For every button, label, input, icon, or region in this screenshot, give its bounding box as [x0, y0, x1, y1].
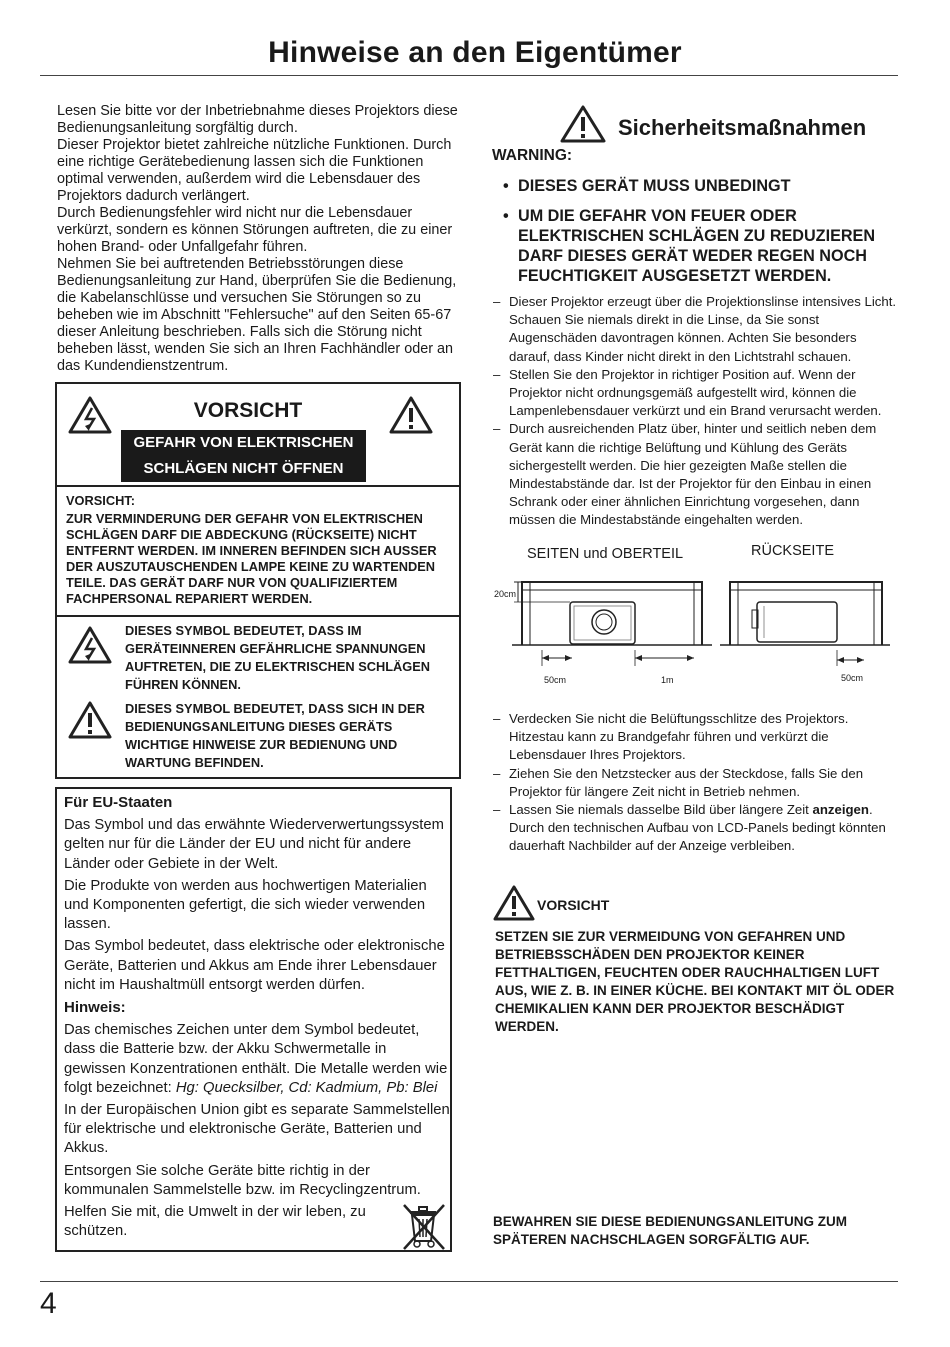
eu-box	[55, 787, 452, 1252]
diagram-label-sides: SEITEN und OBERTEIL	[527, 546, 684, 562]
danger-banner	[121, 430, 366, 482]
crossed-bin-icon	[400, 1201, 448, 1257]
eu-paragraph: Die Produkte von werden aus hochwertigen Materialien und Komponenten gefertigt, die sich wieder verwenden lassen.	[64, 877, 427, 933]
exclamation-symbol-text: DIESES SYMBOL BEDEUTET, DASS SICH IN DER BEDIENUNGSANLEITUNG DIESES GERÄTS WICHTIGE HINWEISE ZUR BEDIENUNG UND WARTUNG BEFINDEN.	[125, 701, 425, 770]
warning-bullet	[503, 206, 898, 286]
page-number: 4	[40, 1287, 57, 1320]
metal-codes: Hg: Quecksilber, Cd: Kadmium, Pb: Blei	[175, 1079, 438, 1096]
eu-paragraph: Helfen Sie mit, die Umwelt in der wir leben, zu schützen.	[64, 1204, 366, 1240]
caution-label: VORSICHT	[537, 897, 610, 913]
list-item	[493, 801, 898, 856]
warning-label: WARNING:	[492, 147, 573, 164]
eu-paragraph: In der Europäischen Union gibt es separate Sammelstellen für elektrische und elektronische Geräte, Batterien und Akkus.	[64, 1102, 450, 1157]
list-item-text: . Durch den technischen Aufbau von LCD-Panels bedingt könnten dauerhaft Nachbilder auf der Anzeige verbleiben.	[509, 802, 886, 854]
list-item: – Verdecken Sie nicht die Belüftungsschlitze des Projektors. Hitzestau kann zu Brandgefahr führen und verkürzt die Lebensdauer Ihres Projektors.	[493, 710, 898, 765]
list-item: – Stellen Sie den Projektor in richtiger Position auf. Wenn der Projektor nicht ordnungsgemäß aufgestellt wird, können die Lampenlebensdauer verkürzt und ein Brand verursacht werden.	[493, 366, 898, 421]
page-title: Hinweise an den Eigentümer	[268, 36, 682, 69]
eu-paragraph	[64, 1021, 450, 1098]
bullet-text: DIESES GERÄT MUSS UNBEDINGT	[518, 177, 791, 195]
vorsicht-label: VORSICHT:	[66, 493, 135, 508]
dim-label-rear: 50cm	[841, 673, 864, 683]
dim-label-front: 1m	[661, 675, 674, 685]
eu-paragraph: Das Symbol und das erwähnte Wiederverwertungssystem gelten nur für die Länder der EU und nicht für andere Länder oder Gebiete in der Welt.	[64, 817, 444, 872]
vorsicht-text: ZUR VERMINDERUNG DER GEFAHR VON ELEKTRISCHEN SCHLÄGEN DARF DIE ABDECKUNG (RÜCKSEITE) NICHT ENTFERNT WERDEN. IM INNEREN BEFINDEN SICH AUSSER DER AUSZUTAUSCHENDEN LAMPE KEINE ZU WARTENDEN TEILE. DAS GERÄT DARF NUR VON QUALIFIZIERTEM FACHPERSONAL REPARIERT WERDEN.	[66, 511, 437, 606]
box-divider	[57, 485, 459, 487]
bullet-dot: •	[503, 177, 509, 195]
banner-line: SCHLÄGEN NICHT ÖFFNEN	[143, 460, 344, 477]
bullet-text: UM DIE GEFAHR VON FEUER ODER ELEKTRISCHEN SCHLÄGEN ZU REDUZIEREN DARF DIESES GERÄT WEDER REGEN NOCH FEUCHTIGKEIT AUSGESETZT WERDEN.	[518, 207, 876, 285]
list-item: – Ziehen Sie den Netzstecker aus der Steckdose, falls Sie den Projektor für längere Zeit nicht in Betrieb nehmen.	[493, 765, 898, 801]
dim-label-top: 20cm	[494, 589, 517, 599]
exclamation-warning-icon	[389, 395, 433, 440]
caution-warning-icon	[493, 884, 535, 927]
clearance-diagram	[492, 570, 900, 675]
lightning-symbol-text: DIESES SYMBOL BEDEUTET, DASS IM GERÄTEINNEREN GEFÄHRLICHE SPANNUNGEN AUFTRETEN, DIE ZU ELEKTRISCHEN SCHLÄGEN FÜHREN KÖNNEN.	[125, 623, 431, 692]
bullet-dot: •	[503, 207, 509, 225]
intro-paragraph: Nehmen Sie bei auftretenden Betriebsstörungen diese Bedienungsanleitung zur Hand, überprüfen Sie die Bedienung, die Kabelanschlüsse und versuchen Sie Störungen so zu beheben wie im Abschnitt "Fehlersuche" auf den Seiten 65-67 dieser Anleitung beschrieben. Falls sich die Störung nicht beheben lässt, wenden Sie sich an Ihren Fachhändler oder an das Kundendienstzentrum.	[57, 256, 457, 374]
title-rule	[40, 75, 898, 76]
list-item-text: Lassen Sie niemals dasselbe Bild über längere Zeit	[509, 802, 813, 818]
symbols-box	[55, 613, 461, 779]
safety-list-b	[493, 710, 898, 856]
intro-paragraph: Durch Bedienungsfehler wird nicht nur die Lebensdauer verkürzt, sondern es können Störungen auftreten, die zu einer hohen Brand- oder Unfallgefahr führen.	[57, 205, 453, 255]
eu-paragraph: Das Symbol bedeutet, dass elektrische oder elektronische Geräte, Batterien und Akkus am Ende ihrer Lebensdauer nicht im Haushaltmüll entsorgt werden dürfen.	[64, 938, 445, 993]
safety-list-a	[493, 293, 898, 530]
eu-paragraph: Entsorgen Sie solche Geräte bitte richtig in der kommunalen Sammelstelle bzw. im Recyclingzentrum.	[64, 1162, 421, 1198]
warning-bullet	[503, 176, 898, 196]
safety-title: Sicherheitsmaßnahmen	[618, 115, 867, 140]
vorsicht-title: VORSICHT	[193, 399, 303, 422]
caution-text: SETZEN SIE ZUR VERMEIDUNG VON GEFAHREN UND BETRIEBSSCHÄDEN DEN PROJEKTOR KEINER FETTHALTIGEN, FEUCHTEN ODER RAUCHHALTIGEN LUFT AUS, WIE Z. B. IN EINER KÜCHE. BEI KONTAKT MIT ÖL ODER CHEMIKALIEN KANN DER PROJEKTOR BESCHÄDIGT WERDEN.	[495, 929, 895, 1034]
eu-heading: Für EU-Staaten	[64, 794, 173, 811]
vorsicht-box	[55, 382, 461, 617]
intro-text	[57, 103, 459, 375]
dim-label-side: 50cm	[544, 675, 567, 685]
list-item: – Durch ausreichenden Platz über, hinter und seitlich neben dem Gerät kann die richtige Belüftung und Kühlung des Geräts sichergestellt werden. Die hier gezeigten Maße stellen die Mindestabstände dar. Ist der Projektor für den Einbau in einen Schrank oder einer ähnlichen Einrichtung vorgesehen, dann müssen die Mindestabstände eingehalten werden.	[493, 420, 898, 529]
hinweis-text: Das chemisches Zeichen unter dem Symbol bedeutet, dass die Batterie bzw. der Akku Schwermetalle in gewissen Konzentrationen enthält. Die Metalle werden wie folgt bezeichnet:	[64, 1022, 448, 1096]
list-item-emphasis: anzeigen	[812, 802, 869, 818]
exclamation-warning-icon	[68, 700, 112, 745]
safety-warning-icon	[560, 104, 606, 149]
lightning-warning-icon	[68, 625, 112, 670]
hinweis-heading: Hinweis:	[64, 999, 126, 1017]
keep-manual-text: BEWAHREN SIE DIESE BEDIENUNGSANLEITUNG ZUM SPÄTEREN NACHSCHLAGEN SORGFÄLTIG AUF.	[493, 1214, 848, 1247]
list-item: – Dieser Projektor erzeugt über die Projektionslinse intensives Licht. Schauen Sie niemals direkt in die Linse, da Sie sonst Augenschäden davontragen können. Achten Sie besonders darauf, dass Kinder nicht direkt in den Lichtstrahl schauen.	[493, 293, 898, 366]
intro-paragraph: Dieser Projektor bietet zahlreiche nützliche Funktionen. Durch eine richtige Gerätebedienung lassen sich die Funktionen optimal verwenden, außerdem wird die Lebensdauer des Projektors dadurch verlängert.	[57, 137, 452, 204]
banner-line: GEFAHR VON ELEKTRISCHEN	[133, 434, 354, 451]
footer-rule	[40, 1281, 898, 1282]
intro-paragraph: Lesen Sie bitte vor der Inbetriebnahme dieses Projektors diese Bedienungsanleitung sorgfältig durch.	[57, 103, 458, 136]
diagram-label-rear: RÜCKSEITE	[751, 543, 834, 559]
